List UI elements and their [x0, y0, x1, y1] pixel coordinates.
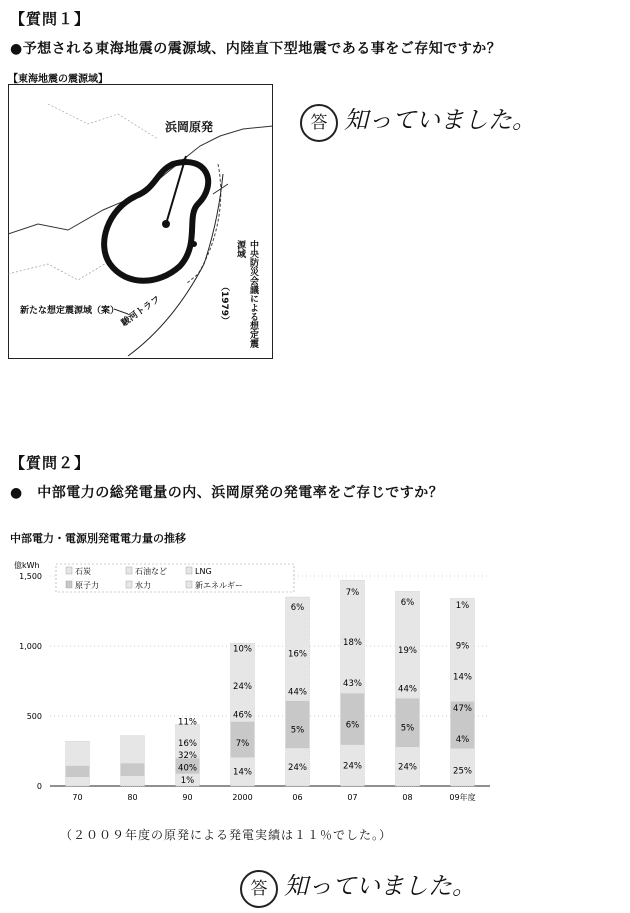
map-label-cabinet: 中央防災会議による想定震源域 [235, 240, 258, 348]
q1-question-text: ●予想される東海地震の震源域、内陸直下型地震である事をご存知ですか？ [10, 41, 502, 57]
data-label: 47% [453, 703, 472, 714]
new-source-region-outline [104, 162, 208, 281]
q1-heading: 【質問１】 [10, 10, 91, 28]
legend-swatch [186, 581, 192, 588]
data-label: 10% [233, 644, 252, 655]
data-label: 18% [343, 637, 362, 648]
data-label: 43% [343, 679, 362, 690]
q2-question-text: ● 中部電力の総発電量の内、浜岡原発の発電率をご存じですか？ [10, 485, 444, 501]
legend-item: 新エネルギー [195, 581, 243, 590]
legend-swatch [126, 567, 132, 574]
coastline [8, 126, 273, 234]
data-label: 25% [453, 766, 472, 777]
data-label: 44% [398, 684, 417, 695]
x-tick-label: 09年度 [449, 793, 476, 802]
legend-swatch [66, 567, 72, 574]
data-label: 16% [288, 649, 307, 660]
bar-nuclear-segment [341, 693, 365, 744]
data-label: 44% [288, 687, 307, 698]
legend-swatch [66, 581, 72, 588]
data-label: 5% [400, 723, 415, 734]
x-tick-label: 06 [292, 793, 303, 802]
x-tick-label: 07 [347, 793, 358, 802]
data-label: 24% [343, 761, 362, 772]
legend-swatch [186, 567, 192, 574]
data-label: 16% [178, 738, 197, 749]
data-label: 14% [453, 672, 472, 683]
x-tick-label: 2000 [232, 793, 253, 802]
suruga-trough-line [128, 174, 223, 356]
answer-circle-mark: 答 [240, 870, 278, 908]
y-axis-unit: 億kWh [14, 561, 40, 570]
y-tick-label: 1,500 [19, 572, 42, 581]
data-label: 6% [400, 597, 415, 608]
map-label-suruga-trough: 駿河トラフ [119, 294, 163, 329]
data-label: 7% [345, 587, 360, 598]
legend-item: LNG [195, 567, 212, 576]
bar-nuclear-segment [66, 766, 90, 777]
data-label: 5% [290, 725, 305, 736]
legend-item: 石油など [135, 567, 167, 576]
q1-answer-text: 知っていました。 [344, 106, 536, 134]
x-tick-label: 90 [182, 793, 193, 802]
legend-item: 石炭 [75, 567, 91, 576]
power-generation-chart [0, 556, 520, 806]
y-tick-label: 1,000 [19, 642, 42, 651]
chart-title: 中部電力・電源別発電電力量の推移 [10, 532, 186, 545]
data-label: 32% [178, 751, 197, 762]
data-label: 40% [178, 763, 197, 774]
q2-answer [240, 866, 476, 908]
x-tick-label: 08 [402, 793, 413, 802]
map-label-new-region: 新たな想定震源域（案） [20, 306, 120, 316]
legend-item: 水力 [135, 581, 151, 590]
data-label: 46% [233, 710, 252, 721]
legend-swatch [126, 581, 132, 588]
answer-circle-mark: 答 [300, 104, 338, 142]
q2-note: （２００９年度の原発による発電実績は１１％でした。） [60, 828, 393, 842]
q2-answer-text: 知っていました。 [284, 872, 476, 900]
data-label: 6% [345, 720, 360, 731]
data-label: 1% [455, 601, 470, 612]
bar-total [66, 741, 90, 786]
data-label: 1% [180, 775, 195, 786]
data-label: 9% [455, 641, 470, 652]
data-label: 24% [233, 682, 252, 693]
data-label: 24% [398, 762, 417, 773]
bar-total [451, 598, 475, 786]
bar-nuclear-segment [121, 763, 145, 776]
q1-answer [300, 100, 536, 142]
data-label: 7% [235, 739, 250, 750]
data-label: 14% [233, 767, 252, 778]
y-tick-label: 500 [26, 712, 42, 721]
legend-item: 原子力 [75, 581, 99, 590]
bar-total [121, 736, 145, 786]
x-tick-label: 70 [72, 793, 83, 802]
data-label: 11% [178, 717, 197, 728]
data-label: 19% [398, 645, 417, 656]
map-label-cabinet-year: （1979） [219, 282, 229, 326]
y-tick-label: 0 [36, 782, 42, 791]
map-title: 【東海地震の震源域】 [8, 74, 108, 85]
data-label: 24% [288, 763, 307, 774]
data-label: 6% [290, 602, 305, 613]
data-label: 4% [455, 735, 470, 746]
q2-heading: 【質問２】 [10, 454, 91, 472]
map-label-hamaoka: 浜岡原発 [165, 120, 214, 134]
x-tick-label: 80 [127, 793, 138, 802]
hamaoka-marker [162, 220, 170, 228]
